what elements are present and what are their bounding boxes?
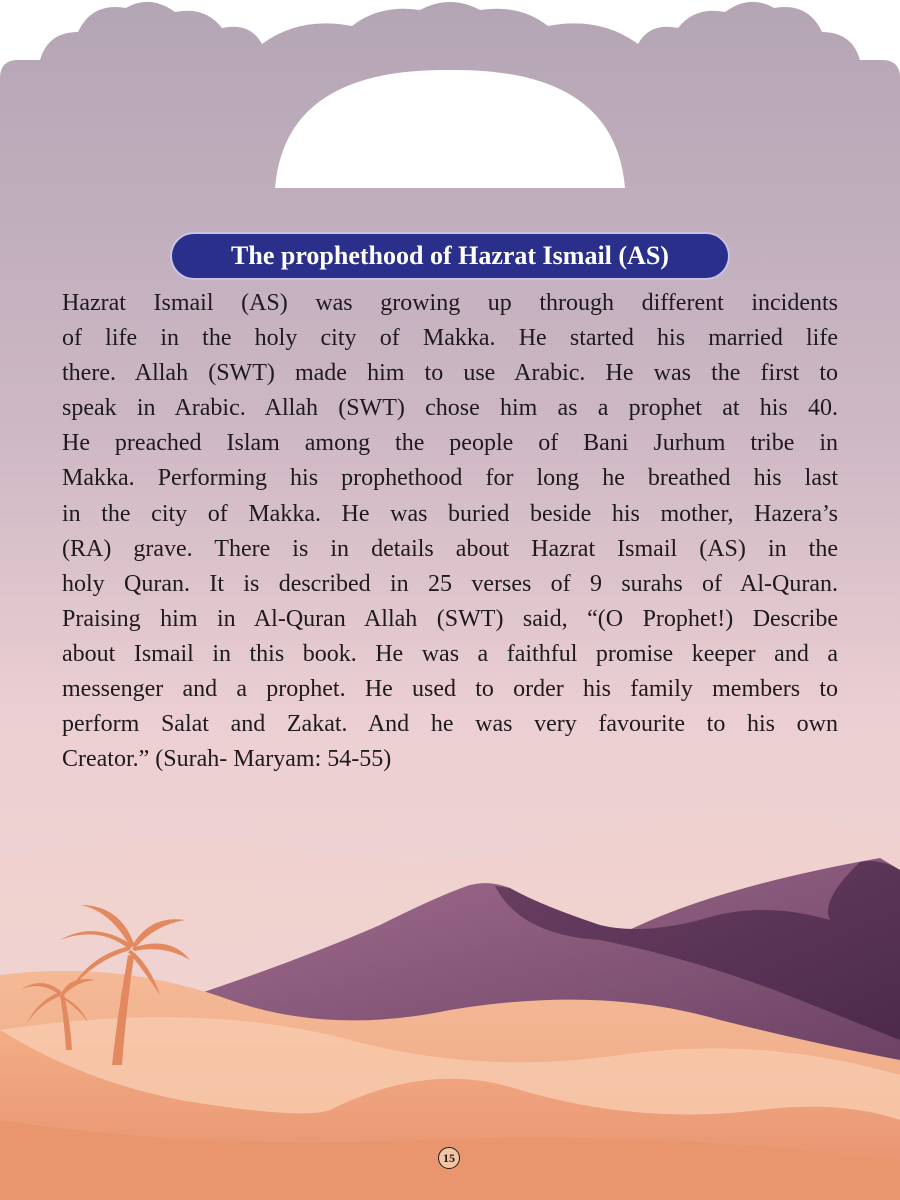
body-line: (RA) grave. There is in details about Hazrat Ismail (AS) in the (62, 535, 838, 562)
body-line: of life in the holy city of Makka. He started his married life (62, 325, 838, 352)
body-line: about Ismail in this book. He was a faithful promise keeper and a (62, 640, 838, 667)
body-line: speak in Arabic. Allah (SWT) chose him as a prophet at his 40. (62, 395, 838, 422)
body-line: He preached Islam among the people of Bani Jurhum tribe in (62, 430, 838, 457)
body-line: Makka. Performing his prophethood for long he breathed his last (62, 465, 838, 492)
body-line: Hazrat Ismail (AS) was growing up through different incidents (62, 290, 838, 316)
body-line: holy Quran. It is described in 25 verses of 9 surahs of Al-Quran. (62, 570, 838, 597)
body-line: messenger and a prophet. He used to order his family members to (62, 676, 838, 703)
page-number: 15 (438, 1147, 460, 1169)
body-line: Creator.” (Surah- Maryam: 54-55) (62, 746, 392, 773)
body-line: Praising him in Al-Quran Allah (SWT) said, “(O Prophet!) Describe (62, 605, 838, 632)
body-paragraph (62, 286, 838, 777)
body-line: perform Salat and Zakat. And he was very favourite to his own (62, 711, 838, 738)
page-title: The prophethood of Hazrat Ismail (AS) (231, 241, 669, 270)
title-banner (172, 234, 728, 278)
body-line: there. Allah (SWT) made him to use Arabic. He was the first to (62, 360, 838, 387)
body-line: in the city of Makka. He was buried beside his mother, Hazera’s (62, 500, 838, 527)
